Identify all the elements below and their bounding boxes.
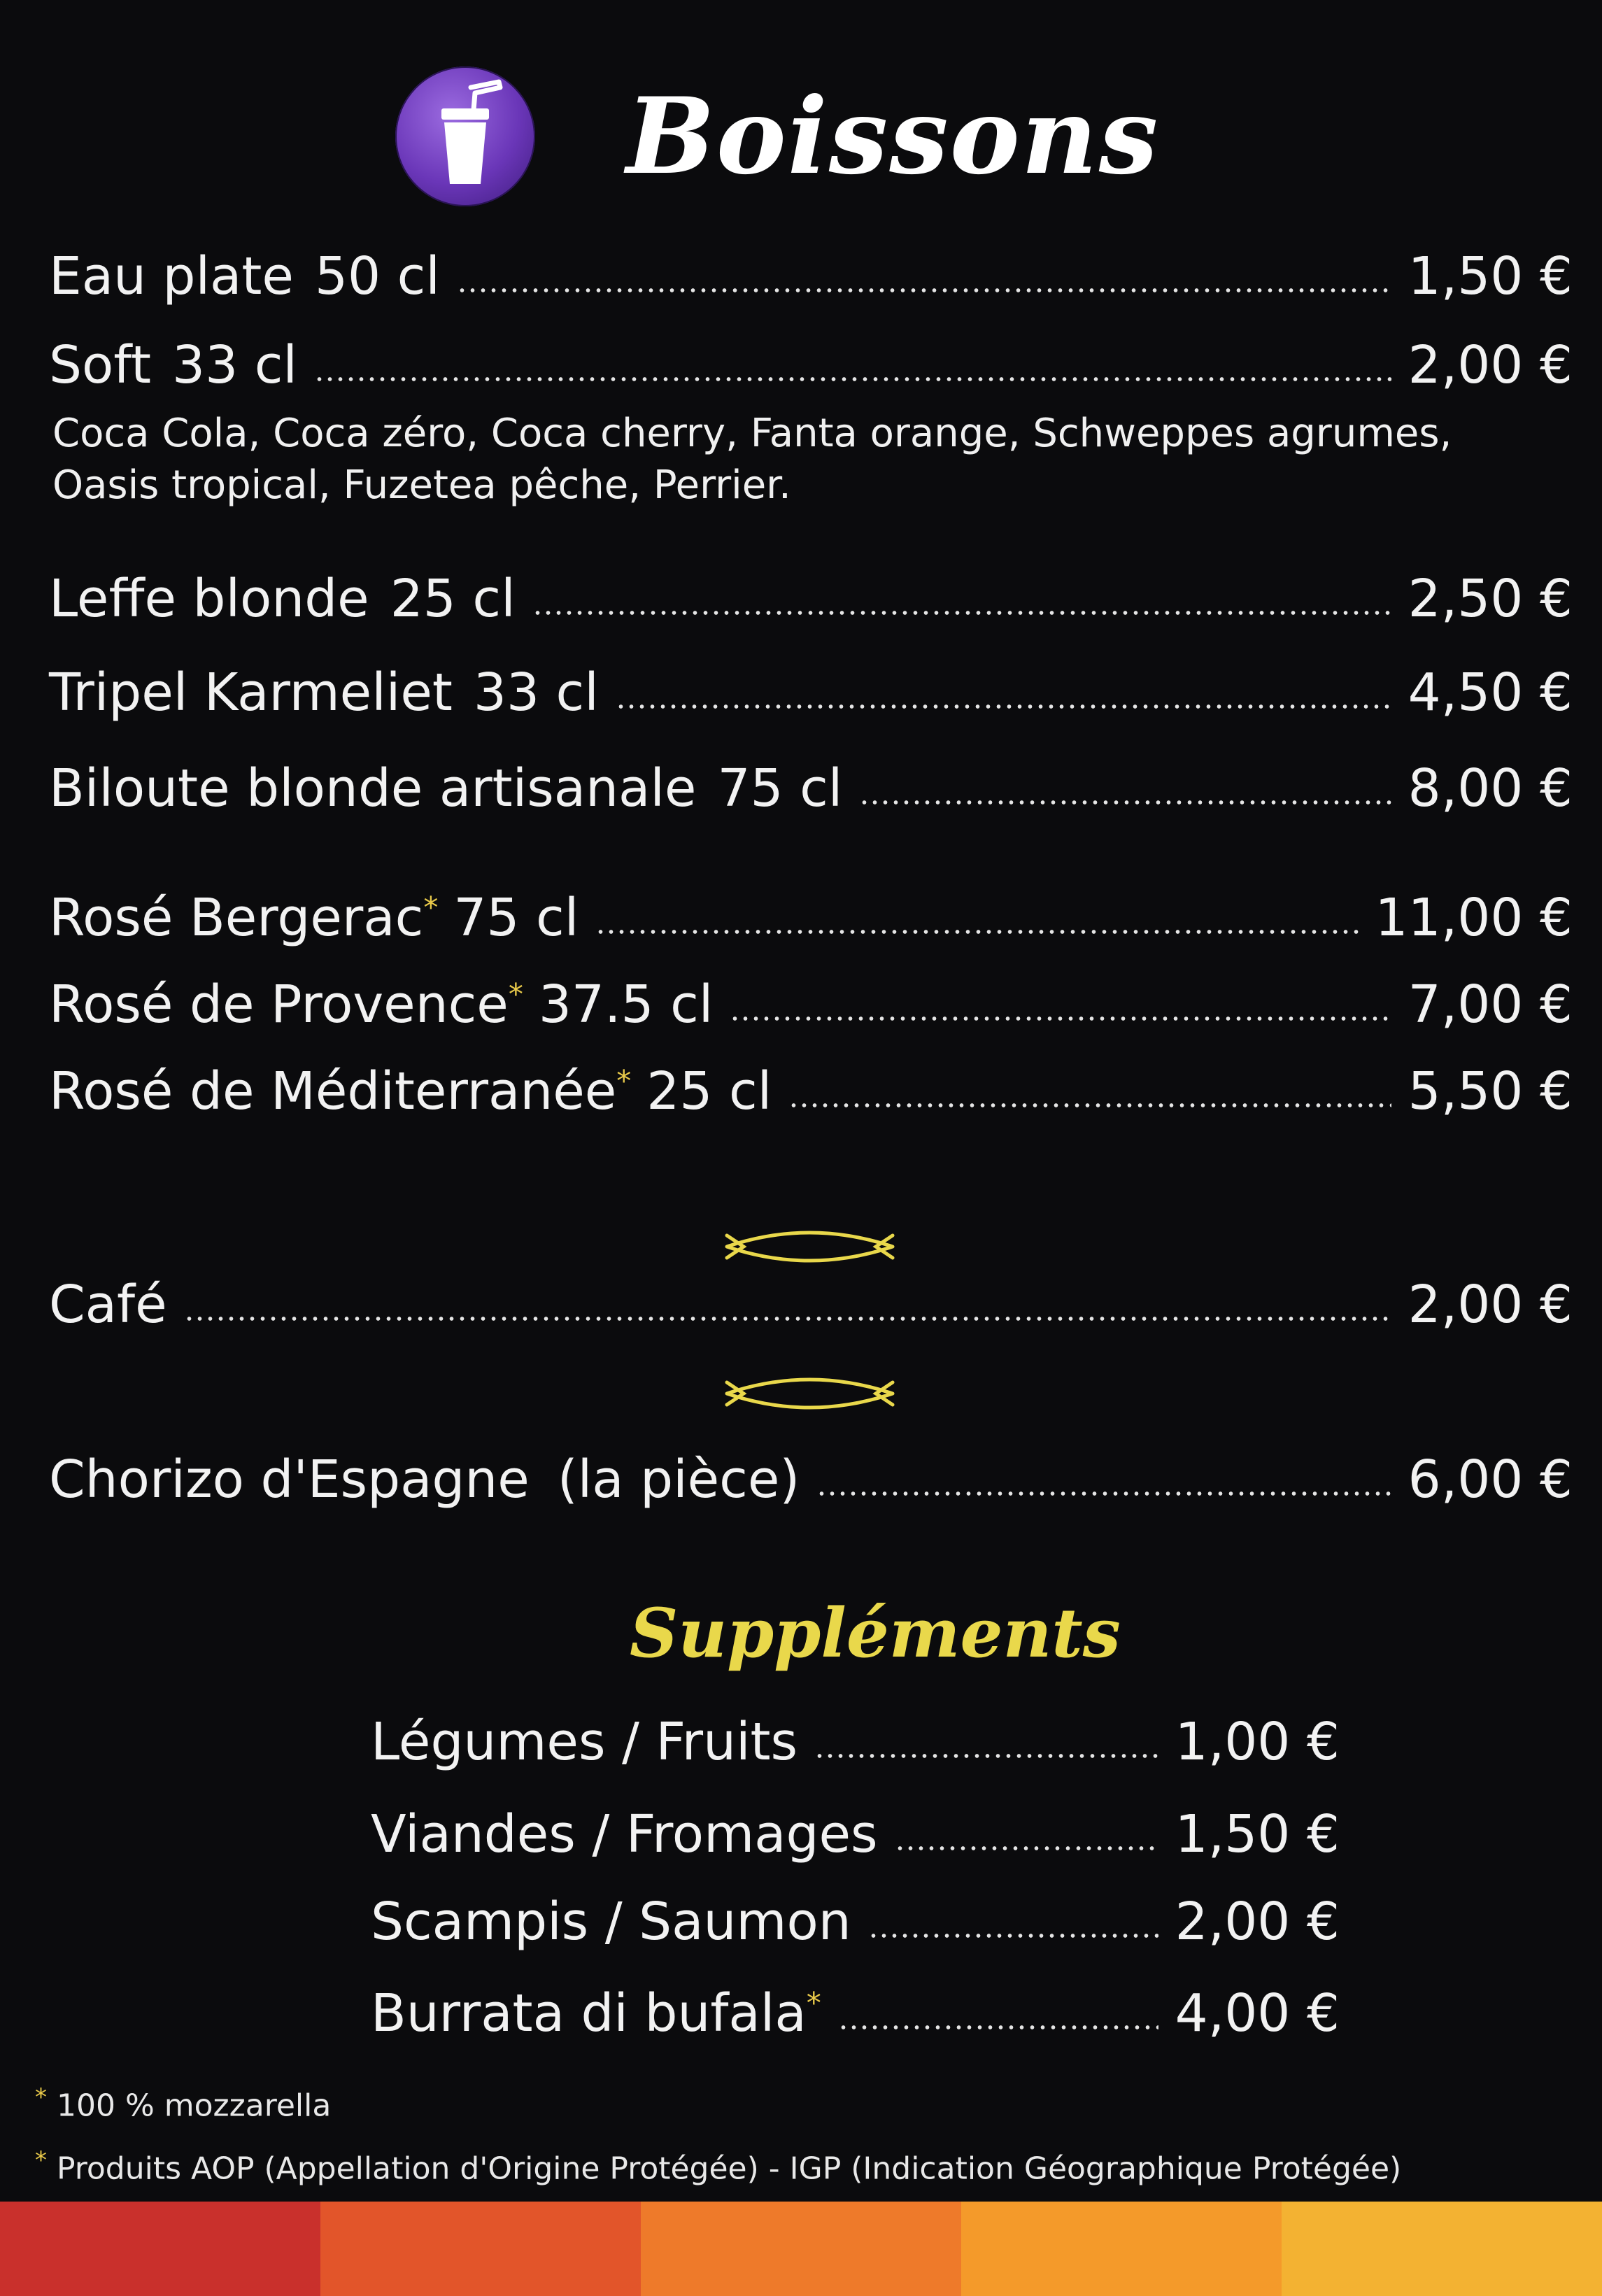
page-title: Boissons [626, 75, 1160, 198]
band-segment [1282, 2202, 1602, 2296]
footnote [35, 2139, 1401, 2190]
soft-description-line: Oasis tropical, Fuzetea pêche, Perrier. [52, 462, 791, 508]
dot-leader [838, 2025, 1158, 2030]
band-segment [961, 2202, 1282, 2296]
color-band [0, 2202, 1602, 2296]
item-name-text: Rosé Bergerac [49, 888, 424, 948]
drink-cup-icon [395, 66, 535, 206]
item-name: Burrata di bufala* [371, 1983, 821, 2043]
divider-ornament [724, 1373, 895, 1415]
supplement-item [371, 1978, 1340, 2048]
item-price: 8,00 € [1408, 758, 1573, 819]
item-price: 1,00 € [1175, 1712, 1340, 1772]
dot-leader [532, 610, 1391, 616]
menu-item-eau-plate [49, 241, 1573, 311]
item-name-text: Rosé de Provence [49, 975, 509, 1035]
item-name: Tripel Karmeliet [49, 662, 453, 723]
item-price: 5,50 € [1408, 1061, 1573, 1121]
aop-star: * [508, 977, 523, 1012]
supplements-title: Suppléments [630, 1594, 1121, 1673]
dot-leader [184, 1316, 1391, 1321]
menu-item-tripel [49, 658, 1573, 728]
dot-leader [788, 1103, 1391, 1108]
aop-star: * [806, 1985, 821, 2020]
menu-item-chorizo [49, 1445, 1573, 1515]
item-name: Leffe blonde [49, 569, 369, 629]
item-name-text: Rosé de Méditerranée [49, 1061, 617, 1121]
menu-item-rose-mediterranee [49, 1056, 1573, 1126]
band-segment [641, 2202, 961, 2296]
menu-item-cafe [49, 1270, 1573, 1340]
soft-description [52, 408, 1557, 511]
supplement-item [371, 1887, 1340, 1957]
item-price: 2,00 € [1408, 1275, 1573, 1335]
supplement-item [371, 1707, 1340, 1777]
menu-item-biloute [49, 753, 1573, 823]
dot-leader [868, 1933, 1158, 1939]
item-name [49, 883, 438, 953]
soft-description-line: Coca Cola, Coca zéro, Coca cherry, Fanta orange, Schweppes agrumes, [52, 411, 1452, 456]
item-volume: 50 cl [314, 246, 440, 306]
supplement-item [371, 1799, 1340, 1869]
item-price: 4,00 € [1175, 1983, 1340, 2043]
item-name: Chorizo d'Espagne [49, 1450, 530, 1510]
item-price: 1,50 € [1175, 1804, 1340, 1864]
aop-star: * [423, 890, 439, 925]
item-price: 11,00 € [1375, 888, 1573, 948]
item-volume: 25 cl [390, 569, 516, 629]
item-name: Biloute blonde artisanale [49, 758, 697, 819]
item-price: 2,50 € [1408, 569, 1573, 629]
menu-item-rose-bergerac [49, 883, 1573, 953]
dot-leader [314, 376, 1391, 382]
dot-leader [457, 288, 1391, 293]
item-name [49, 970, 523, 1040]
item-price: 4,50 € [1408, 662, 1573, 723]
item-name: Scampis / Saumon [371, 1892, 851, 1952]
menu-item-rose-provence [49, 970, 1573, 1040]
item-volume: (la pièce) [557, 1450, 800, 1510]
dot-leader [895, 1845, 1158, 1851]
item-price: 7,00 € [1408, 975, 1573, 1035]
item-name: Légumes / Fruits [371, 1712, 798, 1772]
dot-leader [616, 704, 1391, 709]
item-volume: 33 cl [172, 335, 297, 395]
band-segment [0, 2202, 320, 2296]
item-price: 1,50 € [1408, 246, 1573, 306]
footnote-text: 100 % mozzarella [57, 2088, 332, 2124]
item-price: 2,00 € [1175, 1892, 1340, 1952]
dot-leader [730, 1016, 1391, 1021]
item-name: Soft [49, 335, 152, 395]
menu-item-leffe [49, 564, 1573, 634]
item-volume: 33 cl [473, 662, 599, 723]
item-name: Eau plate [49, 246, 294, 306]
item-price: 2,00 € [1408, 335, 1573, 395]
dot-leader [859, 800, 1391, 805]
item-volume: 75 cl [453, 888, 579, 948]
item-name: Café [49, 1275, 167, 1335]
item-name [49, 1056, 631, 1126]
footnote-mark: * [35, 2146, 47, 2174]
item-volume: 37.5 cl [538, 975, 714, 1035]
dot-leader [814, 1753, 1158, 1759]
footnote-mark: * [35, 2083, 47, 2111]
divider-ornament [724, 1226, 895, 1268]
menu-item-soft [49, 330, 1573, 400]
menu-header [395, 66, 1235, 213]
item-price: 6,00 € [1408, 1450, 1573, 1510]
dot-leader [816, 1491, 1391, 1496]
dot-leader [595, 929, 1358, 935]
footnote [35, 2076, 331, 2127]
item-volume: 75 cl [717, 758, 843, 819]
band-segment [320, 2202, 641, 2296]
aop-star: * [616, 1063, 632, 1098]
item-name: Viandes / Fromages [371, 1804, 878, 1864]
footnote-text: Produits AOP (Appellation d'Origine Protégée) - IGP (Indication Géographique Protégée) [57, 2150, 1402, 2187]
item-volume: 25 cl [646, 1061, 772, 1121]
